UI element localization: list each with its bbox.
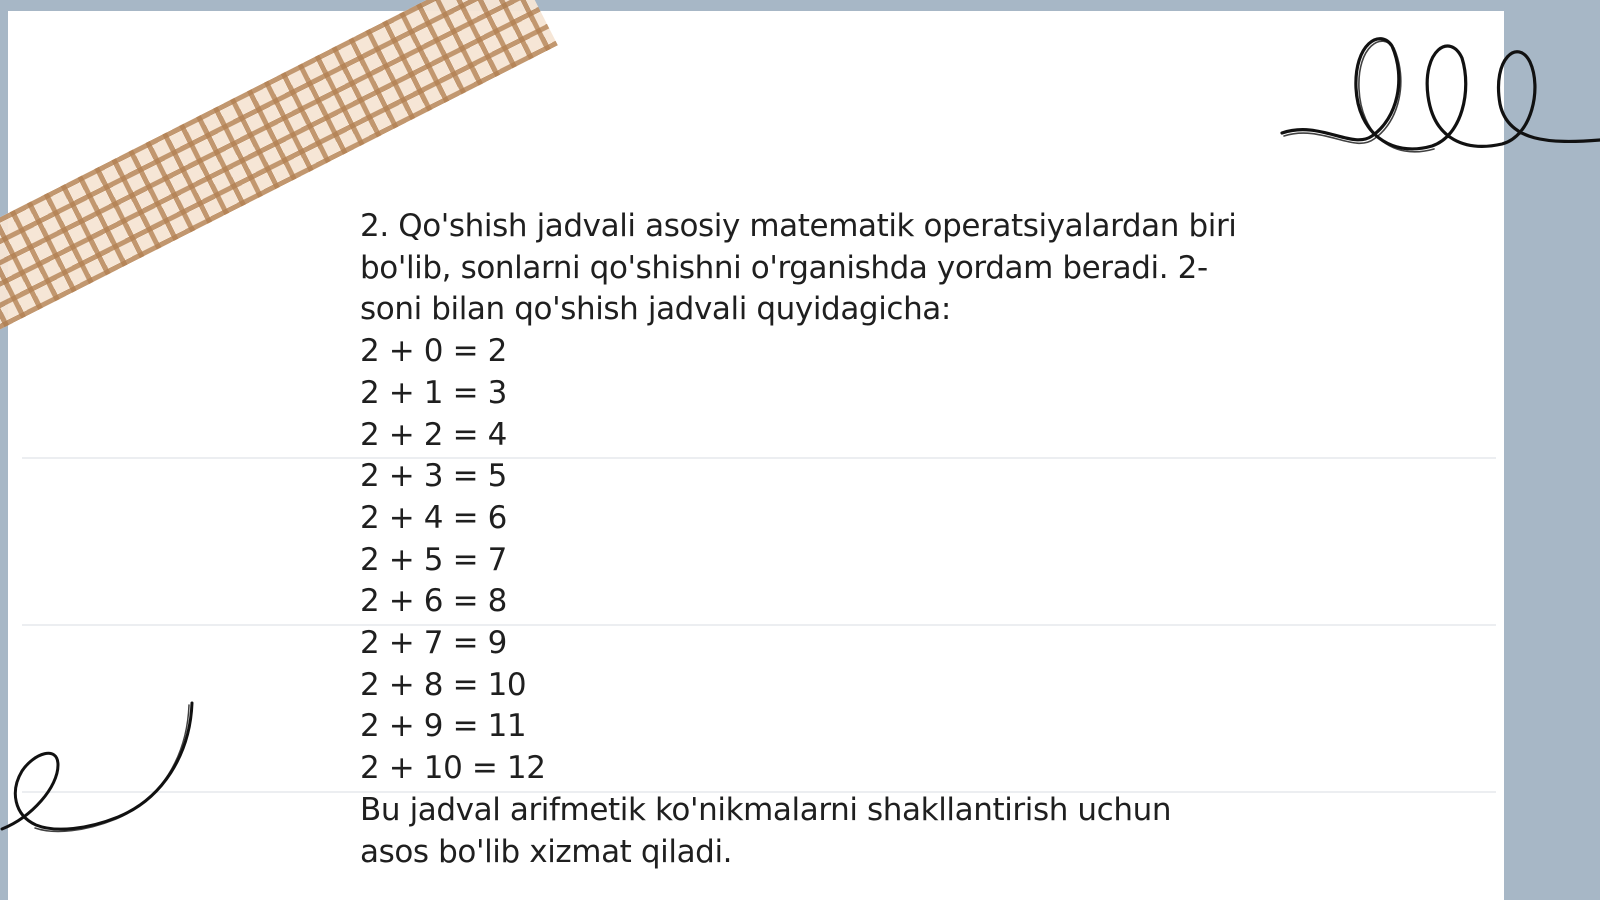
- equation-line: 2 + 0 = 2: [360, 333, 507, 370]
- addition-table: [360, 331, 1240, 790]
- equation-line: 2 + 4 = 6: [360, 499, 507, 536]
- equation-line: 2 + 6 = 8: [360, 583, 507, 620]
- equation-line: 2 + 8 = 10: [360, 666, 527, 703]
- outro-paragraph: Bu jadval arifmetik ko'nikmalarni shakllantirish uchun asos bo'lib xizmat qiladi.: [360, 791, 1172, 870]
- equation-line: 2 + 9 = 11: [360, 708, 527, 745]
- lesson-text: [360, 206, 1240, 873]
- equation-line: 2 + 5 = 7: [360, 541, 507, 578]
- swoosh-loop-doodle: [0, 695, 210, 855]
- equation-line: 2 + 1 = 3: [360, 374, 507, 411]
- equation-line: 2 + 2 = 4: [360, 416, 507, 453]
- loop-squiggle-doodle: [1280, 28, 1600, 178]
- equation-line: 2 + 7 = 9: [360, 625, 507, 662]
- equation-line: 2 + 3 = 5: [360, 458, 507, 495]
- intro-paragraph: 2. Qo'shish jadvali asosiy matematik operatsiyalardan biri bo'lib, sonlarni qo'shishni o'rganishda yordam beradi. 2-soni bilan qo'shish jadvali quyidagicha:: [360, 208, 1237, 328]
- equation-line: 2 + 10 = 12: [360, 750, 546, 787]
